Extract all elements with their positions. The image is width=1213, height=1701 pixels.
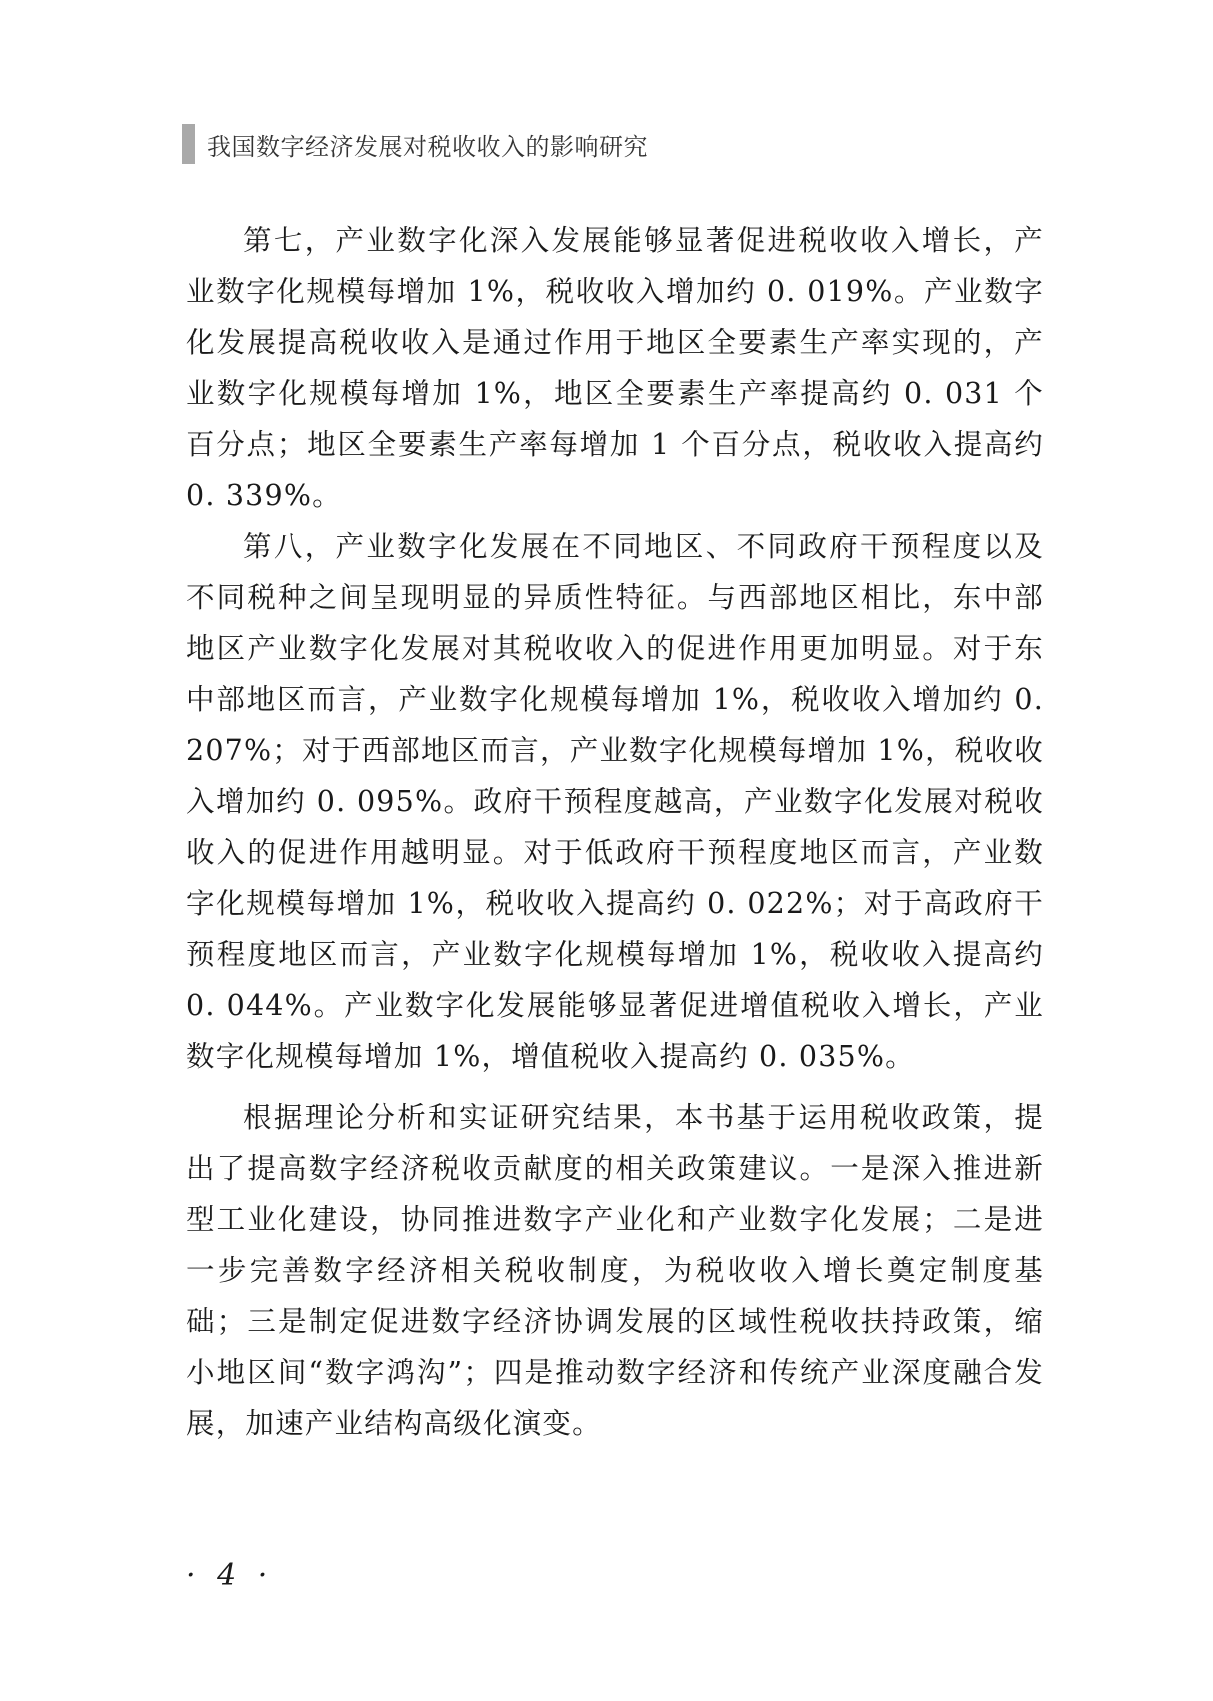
header-marker-bar xyxy=(182,124,195,164)
page-number: · 4 · xyxy=(186,1558,274,1593)
paragraph-policy-recommendations: 根据理论分析和实证研究结果，本书基于运用税收政策，提出了提高数字经济税收贡献度的相关政策建议。一是深入推进新型工业化建设，协同推进数字产业化和产业数字化发展；二是进一步完善数字经济相关税收制度，为税收收入增长奠定制度基础；三是制定促进数字经济协调发展的区域性税收扶持政策，缩小地区间“数字鸿沟”；四是推动数字经济和传统产业深度融合发展，加速产业结构高级化演变。 xyxy=(186,1101,1044,1440)
paragraph-seventh-finding: 第七，产业数字化深入发展能够显著促进税收收入增长，产业数字化规模每增加 1%，税收收入增加约 0. 019%。产业数字化发展提高税收收入是通过作用于地区全要素生产率实现的，产业数字化规模每增加 1%，地区全要素生产率提高约 0. 031 个百分点；地区全要素生产率每增加 1 个百分点，税收收入提高约 0. 339%。 xyxy=(186,224,1044,512)
paragraph-eighth-finding: 第八，产业数字化发展在不同地区、不同政府干预程度以及不同税种之间呈现明显的异质性特征。与西部地区相比，东中部地区产业数字化发展对其税收收入的促进作用更加明显。对于东中部地区而言，产业数字化规模每增加 1%，税收收入增加约 0. 207%；对于西部地区而言，产业数字化规模每增加 1%，税收收入增加约 0. 095%。政府干预程度越高，产业数字化发展对税收收入的促进作用越明显。对于低政府干预程度地区而言，产业数字化规模每增加 1%，税收收入提高约 0. 022%；对于高政府干预程度地区而言，产业数字化规模每增加 1%，税收收入提高约 0. 044%。产业数字化发展能够显著促进增值税收入增长，产业数字化规模每增加 1%，增值税收入提高约 0. 035%。 xyxy=(186,530,1044,1073)
running-header xyxy=(182,124,648,164)
running-header-title: 我国数字经济发展对税收收入的影响研究 xyxy=(207,132,648,161)
body-text xyxy=(186,215,1044,1449)
